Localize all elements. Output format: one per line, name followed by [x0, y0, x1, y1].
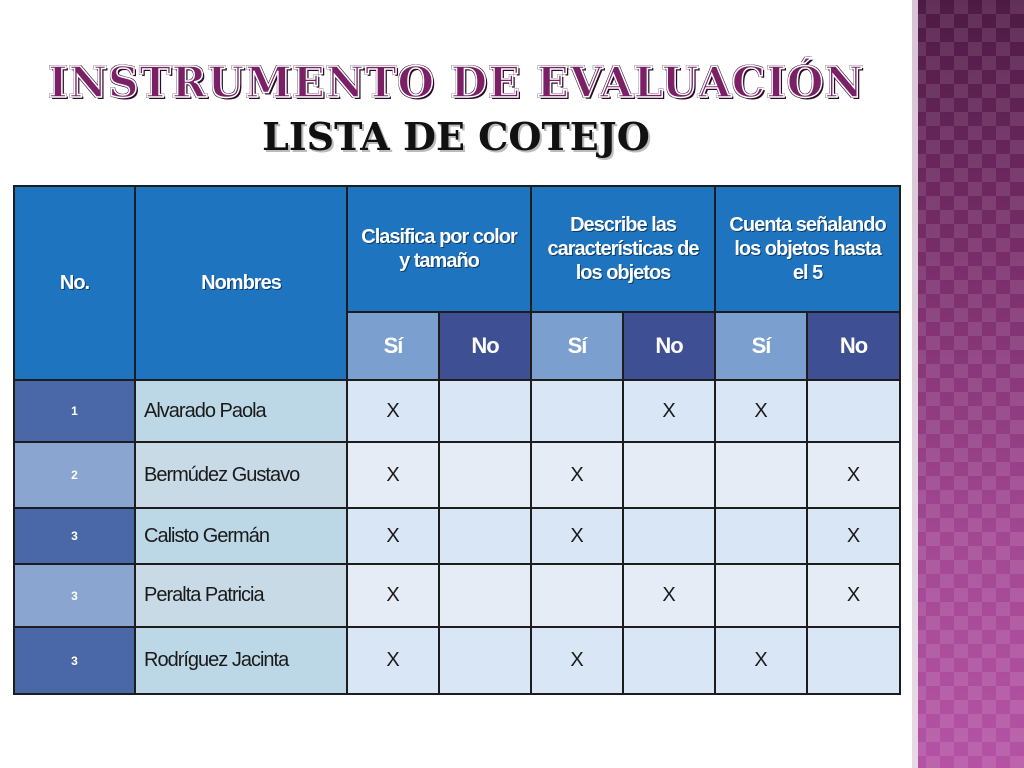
mark-cell: X: [531, 442, 623, 508]
row-number: 3: [14, 508, 135, 564]
subheader-no: No: [623, 312, 715, 380]
checklist-table: [13, 185, 901, 695]
mark-cell: [439, 380, 531, 442]
header-criterion-describe: Describe las características de los objetos: [531, 186, 715, 312]
mark-cell: X: [807, 564, 900, 627]
table-row: [14, 627, 900, 694]
mark-cell: X: [347, 442, 439, 508]
header-criterion-count: Cuenta señalando los objetos hasta el 5: [715, 186, 900, 312]
student-name: Rodríguez Jacinta: [135, 627, 347, 694]
mark-cell: X: [347, 564, 439, 627]
mark-cell: X: [347, 508, 439, 564]
mark-cell: [531, 380, 623, 442]
mark-cell: [531, 564, 623, 627]
mark-cell: [623, 442, 715, 508]
header-criterion-classify: Clasifica por color y tamaño: [347, 186, 531, 312]
student-name: Bermúdez Gustavo: [135, 442, 347, 508]
mark-cell: X: [531, 508, 623, 564]
subheader-no: No: [807, 312, 900, 380]
mark-cell: X: [347, 627, 439, 694]
mark-cell: [715, 508, 807, 564]
mark-cell: X: [715, 627, 807, 694]
slide-title: INSTRUMENTO DE EVALUACIÓN: [48, 58, 864, 107]
row-number: 1: [14, 380, 135, 442]
mark-cell: [439, 627, 531, 694]
decorative-side-band: [912, 0, 1024, 768]
mark-cell: [439, 442, 531, 508]
mark-cell: [439, 508, 531, 564]
table-row: [14, 564, 900, 627]
subheader-yes: Sí: [347, 312, 439, 380]
slide-subtitle: LISTA DE COTEJO: [262, 114, 650, 159]
mark-cell: [439, 564, 531, 627]
mark-cell: X: [623, 564, 715, 627]
row-number: 3: [14, 564, 135, 627]
mark-cell: X: [347, 380, 439, 442]
mark-cell: [623, 627, 715, 694]
table-row: [14, 380, 900, 442]
mark-cell: X: [531, 627, 623, 694]
mark-cell: X: [623, 380, 715, 442]
mark-cell: [623, 508, 715, 564]
row-number: 3: [14, 627, 135, 694]
mark-cell: X: [715, 380, 807, 442]
student-name: Alvarado Paola: [135, 380, 347, 442]
subheader-yes: Sí: [715, 312, 807, 380]
table-row: [14, 442, 900, 508]
mark-cell: [807, 380, 900, 442]
student-name: Calisto Germán: [135, 508, 347, 564]
header-names: Nombres: [135, 186, 347, 380]
header-number: No.: [14, 186, 135, 380]
table-row: [14, 508, 900, 564]
subheader-no: No: [439, 312, 531, 380]
mark-cell: X: [807, 442, 900, 508]
mark-cell: [807, 627, 900, 694]
row-number: 2: [14, 442, 135, 508]
student-name: Peralta Patricia: [135, 564, 347, 627]
mark-cell: X: [807, 508, 900, 564]
mark-cell: [715, 564, 807, 627]
subheader-yes: Sí: [531, 312, 623, 380]
mark-cell: [715, 442, 807, 508]
